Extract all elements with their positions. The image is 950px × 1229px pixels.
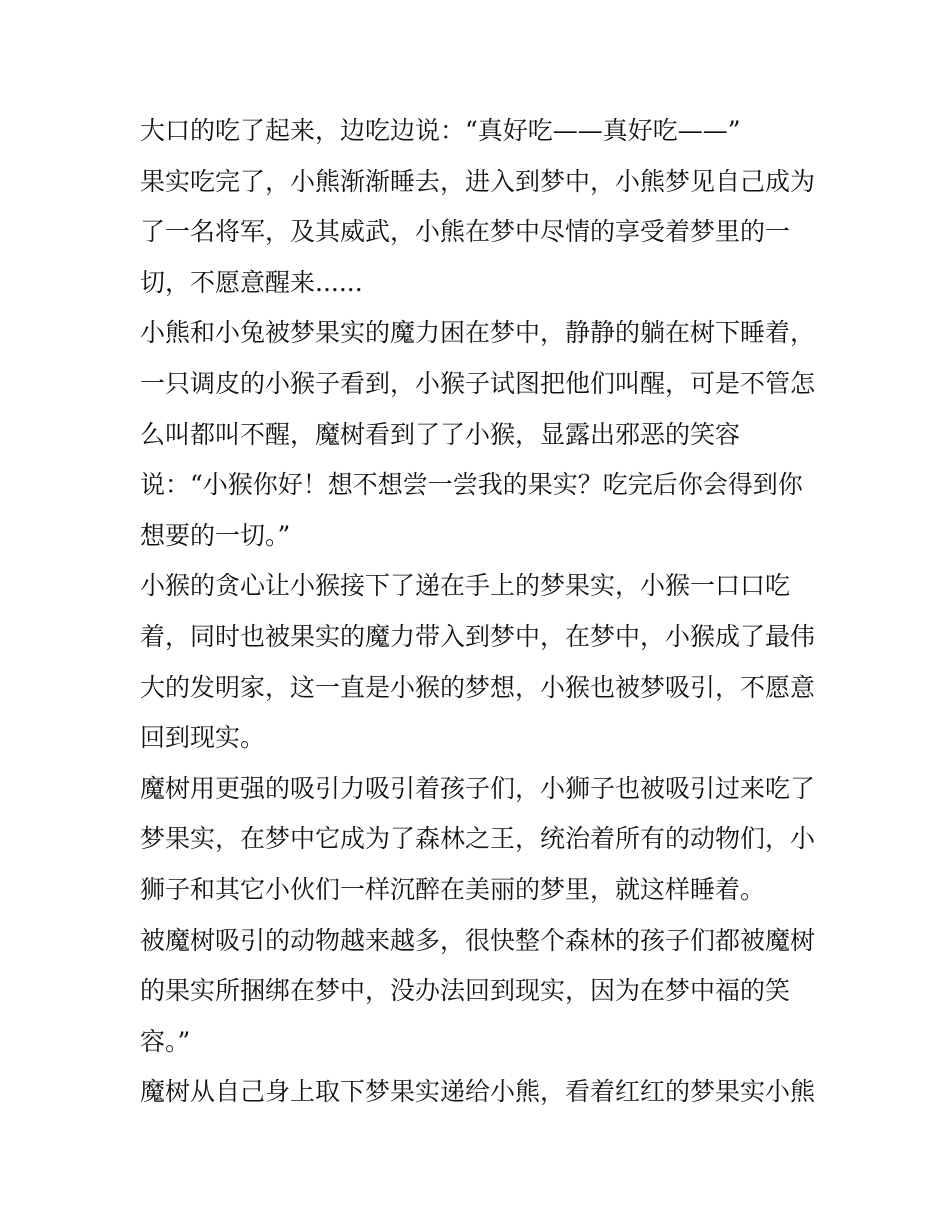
text-line-9: 想要的一切。”: [140, 520, 291, 550]
document-body: [140, 106, 820, 1118]
text-line-16: 狮子和其它小伙们一样沉醉在美丽的梦里，就这样睡着。: [140, 874, 766, 904]
text-line-6: 一只调皮的小猴子看到，小猴子试图把他们叫醒，可是不管怎: [140, 368, 816, 398]
text-line-18: 的果实所捆绑在梦中，没办法回到现实，因为在梦中福的笑: [140, 976, 791, 1006]
text-line-8: 说：“小猴你好！想不想尝一尝我的果实？吃完后你会得到你: [140, 470, 803, 500]
text-line-4: 切，不愿意醒来......: [140, 267, 363, 297]
text-line-17: 被魔树吸引的动物越来越多，很快整个森林的孩子们都被魔树: [140, 925, 816, 955]
text-line-12: 大的发明家，这一直是小猴的梦想，小猴也被梦吸引，不愿意: [140, 672, 816, 702]
text-line-5: 小熊和小兔被梦果实的魔力困在梦中，静静的躺在树下睡着，: [140, 318, 816, 348]
text-line-11: 着，同时也被果实的魔力带入到梦中，在梦中，小猴成了最伟: [140, 621, 816, 651]
text-line-15: 梦果实，在梦中它成为了森林之王，统治着所有的动物们，小: [140, 824, 816, 854]
text-line-10: 小猴的贪心让小猴接下了递在手上的梦果实，小猴一口口吃: [140, 571, 791, 601]
text-line-2: 果实吃完了，小熊渐渐睡去，进入到梦中，小熊梦见自己成为: [140, 166, 816, 196]
text-line-13: 回到现实。: [140, 723, 266, 753]
text-line-19: 容。”: [140, 1026, 191, 1056]
text-line-3: 了一名将军，及其威武，小熊在梦中尽情的享受着梦里的一: [140, 217, 791, 247]
text-line-20: 魔树从自己身上取下梦果实递给小熊，看着红红的梦果实小熊: [140, 1077, 816, 1107]
text-line-7: 么叫都叫不醒，魔树看到了了小猴，显露出邪恶的笑容: [140, 419, 741, 449]
text-line-1: 大口的吃了起来，边吃边说：“真好吃——真好吃——”: [140, 116, 741, 145]
text-line-14: 魔树用更强的吸引力吸引着孩子们，小狮子也被吸引过来吃了: [140, 773, 816, 803]
